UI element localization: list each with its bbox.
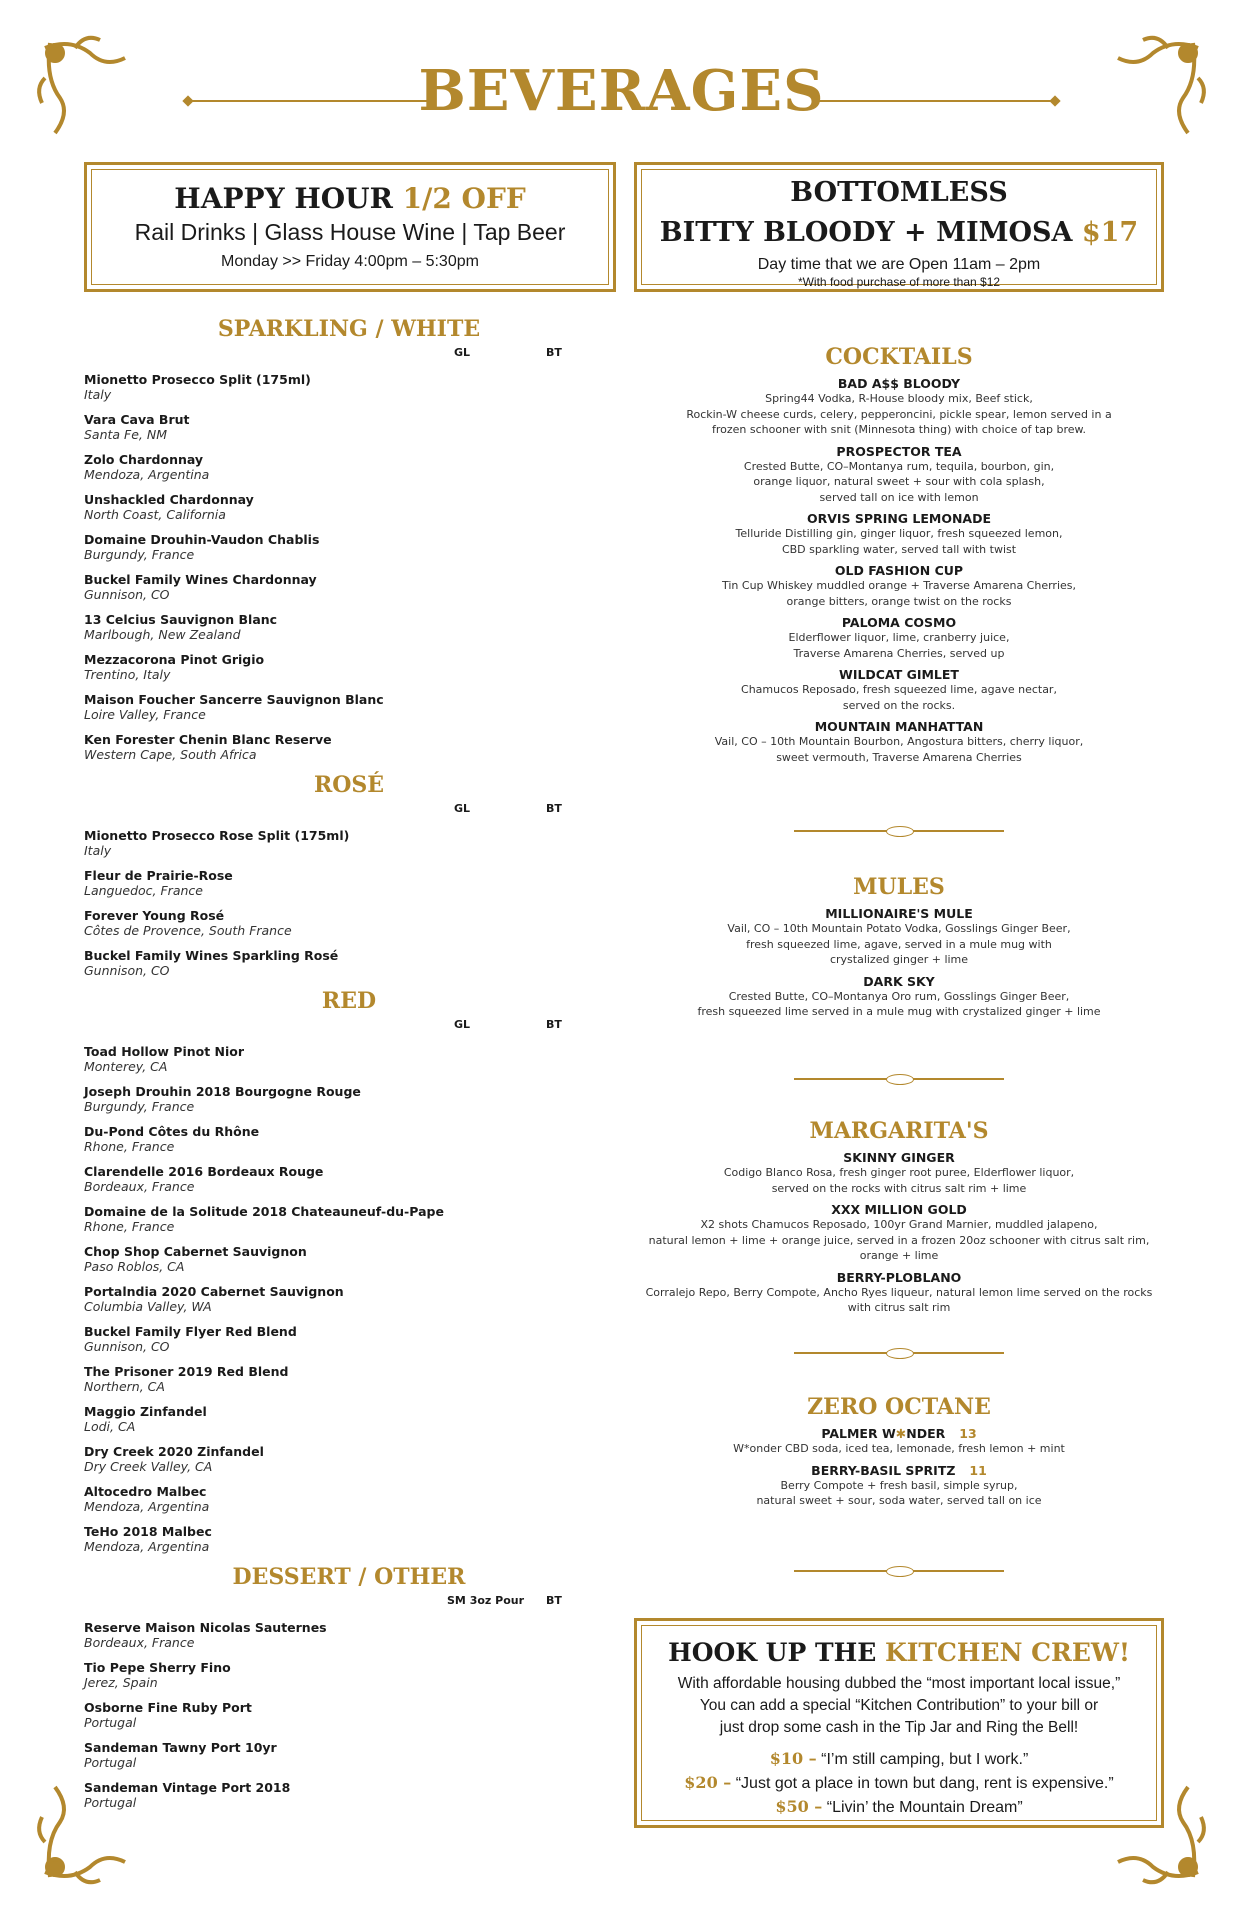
bottomless-title-line1: BOTTOMLESS [790,177,1008,208]
wine-origin: Monterey, CA [84,1059,168,1074]
bottomless-box [634,162,1164,292]
kitchen-crew-box [634,1618,1164,1828]
drink-description: Crested Butte, CO–Montanya Oro rum, Gosslings Ginger Beer, [728,989,1070,1003]
drink-name: SKINNY GINGER [843,1150,955,1165]
drink-description: Vail, CO – 10th Mountain Potato Vodka, Gosslings Ginger Beer, [727,922,1071,935]
drink-description: served tall on ice with lemon [819,490,979,504]
cocktails-heading: COCKTAILS [825,344,973,370]
drink-item [634,1270,1164,1316]
wine-item [84,1620,614,1650]
drink-name [634,1426,1164,1441]
wine-origin: Portugal [84,1795,137,1810]
wine-name: Maggio Zinfandel [84,1404,207,1419]
wine-item [84,948,614,978]
mules-list [634,906,1164,1020]
sparkling-section [84,316,614,762]
kitchen-crew-line: With affordable housing dubbed the “most important local issue,” [677,1675,1121,1692]
drink-description: Codigo Blanco Rosa, fresh ginger root puree, Elderflower liquor, [723,1166,1075,1179]
happy-hour-title [92,182,608,215]
drink-description: Telluride Distilling gin, ginger liquor, fresh squeezed lemon, [735,527,1063,540]
drink-item [634,1150,1164,1196]
zero-octane-item [634,1463,1164,1509]
drink-description: with citrus salt rim [847,1301,951,1314]
wine-origin: Rhone, France [84,1219,175,1234]
wine-origin: Lodi, CA [84,1419,136,1434]
wine-item [84,1700,614,1730]
tier-amount: $50 – [775,1797,823,1816]
happy-hour-items: Rail Drinks | Glass House Wine | Tap Beer [134,219,566,245]
column-header-bottle: BT [546,346,562,359]
happy-hour-box [84,162,616,292]
happy-hour-discount: 1/2 OFF [402,182,526,215]
wine-name: Mionetto Prosecco Split (175ml) [84,372,311,387]
wine-origin: Italy [84,843,112,858]
wine-item [84,828,614,858]
page-title: BEVERAGES [418,58,825,124]
divider-2 [634,1074,1164,1084]
wine-item [84,1284,614,1314]
wine-origin: Gunnison, CO [84,963,170,978]
kitchen-crew-title-b: KITCHEN CREW! [884,1638,1130,1667]
margaritas-heading: MARGARITA'S [809,1118,989,1144]
wine-item [84,908,614,938]
drink-description: natural lemon + lime + orange juice, served in a frozen 20oz schooner with citrus salt rim, [648,1233,1150,1247]
wine-origin: Italy [84,387,112,402]
wine-name: Fleur de Prairie-Rose [84,868,233,883]
drink-name: PROSPECTOR TEA [836,443,962,459]
wine-item [84,732,614,762]
wine-item [84,652,614,682]
wine-item [84,692,614,722]
wine-name: Joseph Drouhin 2018 Bourgogne Rouge [84,1084,361,1099]
wine-origin: Portugal [84,1755,137,1770]
wine-origin: Mendoza, Argentina [84,467,210,482]
wine-origin: Northern, CA [84,1379,165,1394]
wine-origin: Languedoc, France [84,883,203,898]
column-headers [84,802,614,820]
wine-origin: Bordeaux, France [84,1179,195,1194]
drink-description: natural sweet + sour, soda water, served tall on ice [756,1494,1042,1507]
margaritas-section [634,1118,1164,1316]
wine-origin: Bordeaux, France [84,1635,195,1650]
drink-name: BAD A$$ BLOODY [837,376,961,391]
wine-name: Du-Pond Côtes du Rhône [84,1124,260,1139]
drink-item [634,511,1164,557]
column-headers [84,1018,614,1036]
drink-name: MOUNTAIN MANHATTAN [814,719,984,734]
wine-name: Portalndia 2020 Cabernet Sauvignon [84,1284,344,1299]
wine-item [84,1660,614,1690]
column-header-bottle: BT [546,802,562,815]
wine-item [84,868,614,898]
cannabis-leaf-icon: ✱ [895,1426,907,1441]
drink-description: Elderflower liquor, lime, cranberry juice, [788,631,1010,644]
drink-description: served on the rocks. [842,698,956,712]
drink-description: Corralejo Repo, Berry Compote, Ancho Ryes liqueur, natural lemon lime served on the rocks [645,1285,1153,1299]
wine-item [84,1244,614,1274]
drink-item [634,376,1164,438]
drink-price: 11 [969,1462,987,1478]
wine-item [84,1484,614,1514]
wine-name: 13 Celcius Sauvignon Blanc [84,612,278,627]
drink-description: orange + lime [859,1249,939,1262]
margaritas-list [634,1150,1164,1316]
drink-name: PALOMA COSMO [841,615,957,630]
wine-item [84,1444,614,1474]
zero-octane-heading: ZERO OCTANE [807,1394,991,1420]
wine-name: Reserve Maison Nicolas Sauternes [84,1620,327,1635]
rose-section [84,772,614,978]
wine-item [84,1124,614,1154]
drink-name: WILDCAT GIMLET [839,667,959,682]
wine-name: Domaine Drouhin-Vaudon Chablis [84,532,320,547]
tier-amount: $20 – [684,1773,732,1792]
wine-item [84,612,614,642]
wine-sections [84,316,614,1810]
drink-name: MILLIONAIRE'S MULE [825,906,973,921]
happy-hour-schedule: Monday >> Friday 4:00pm – 5:30pm [221,253,479,270]
wine-name: Tio Pepe Sherry Fino [84,1660,231,1675]
wine-item [84,572,614,602]
wine-item [84,1324,614,1354]
wine-name: Buckel Family Wines Chardonnay [84,572,317,587]
drink-item [634,444,1164,506]
wine-name: Zolo Chardonnay [84,452,204,467]
drink-name: OLD FASHION CUP [834,563,964,578]
drink-description: X2 shots Chamucos Reposado, 100yr Grand Marnier, muddled jalapeno, [700,1218,1098,1231]
wine-item [84,1364,614,1394]
wine-name: Sandeman Vintage Port 2018 [84,1780,291,1795]
tier-text: “I’m still camping, but I work.” [816,1751,1029,1768]
wine-origin: Gunnison, CO [84,587,170,602]
divider-4 [634,1566,1164,1576]
mules-section [634,874,1164,1020]
ornamental-divider [794,1348,1004,1358]
berry-basil-name: BERRY-BASIL SPRITZ [811,1462,956,1478]
wine-item [84,1780,614,1810]
wine-origin: Marlbough, New Zealand [84,627,241,642]
wine-item [84,1404,614,1434]
wine-name: Clarendelle 2016 Bordeaux Rouge [84,1164,324,1179]
wine-name: TeHo 2018 Malbec [84,1524,212,1539]
wine-name: Dry Creek 2020 Zinfandel [84,1444,264,1459]
column-header-glass: SM 3oz Pour [447,1594,525,1607]
wine-name: Maison Foucher Sancerre Sauvignon Blanc [84,692,384,707]
bottomless-note: *With food purchase of more than $12 [797,275,1001,289]
wine-item [84,1044,614,1074]
ornamental-divider [794,1566,1004,1576]
drink-description: frozen schooner with snit (Minnesota thing) with choice of tap brew. [711,423,1086,436]
tier-text: “Livin’ the Mountain Dream” [822,1799,1023,1816]
drink-name: XXX MILLION GOLD [831,1202,967,1217]
drink-price: 13 [959,1426,977,1441]
wine-item [84,1164,614,1194]
wine-origin: Burgundy, France [84,1099,195,1114]
drink-description: served on the rocks with citrus salt rim + lime [771,1181,1027,1195]
wine-name: Mezzacorona Pinot Grigio [84,652,265,667]
tier-amount: $10 – [769,1749,817,1768]
wine-item [84,1524,614,1554]
kitchen-crew-paragraph [642,1673,1156,1739]
contribution-tier [642,1771,1156,1795]
drink-description: fresh squeezed lime served in a mule mug with crystalized ginger + lime [697,1005,1101,1018]
zero-octane-item [634,1426,1164,1457]
zero-octane-section [634,1394,1164,1509]
wine-origin: Mendoza, Argentina [84,1499,210,1514]
drink-description: Spring44 Vodka, R-House bloody mix, Beef stick, [765,392,1033,405]
drink-name: BERRY-PLOBLANO [836,1269,962,1285]
wine-item [84,372,614,402]
column-header-glass: GL [454,802,471,815]
wine-origin: Loire Valley, France [84,707,206,722]
kitchen-crew-line: You can add a special “Kitchen Contribution” to your bill or [699,1697,1099,1714]
drink-description: fresh squeezed lime, agave, served in a mule mug with [746,937,1052,951]
contribution-tier [642,1747,1156,1771]
wine-name: Osborne Fine Ruby Port [84,1700,252,1715]
drink-item [634,1202,1164,1264]
wine-origin: Santa Fe, NM [84,427,168,442]
drink-description: Traverse Amarena Cherries, served up [793,646,1005,660]
wine-origin: Dry Creek Valley, CA [84,1459,213,1474]
drink-description: Chamucos Reposado, fresh squeezed lime, agave nectar, [741,683,1057,696]
cocktails-section [634,344,1164,765]
divider-1 [634,826,1164,836]
wine-name: Domaine de la Solitude 2018 Chateauneuf-du-Pape [84,1204,444,1219]
ornamental-divider [794,826,1004,836]
wine-origin: Jerez, Spain [84,1675,158,1690]
wine-origin: Burgundy, France [84,547,195,562]
bottomless-hours: Day time that we are Open 11am – 2pm [757,256,1041,273]
wine-name: Vara Cava Brut [84,412,190,427]
wine-origin: North Coast, California [84,507,226,522]
kitchen-crew-line: just drop some cash in the Tip Jar and Ring the Bell! [719,1719,1079,1736]
wine-item [84,492,614,522]
kitchen-crew-title [642,1638,1156,1667]
drink-name: DARK SKY [863,973,935,989]
wine-origin: Rhone, France [84,1139,175,1154]
drink-description: W*onder CBD soda, iced tea, lemonade, fresh lemon + mint [733,1442,1065,1455]
wine-column [84,316,614,1810]
drink-description: orange bitters, orange twist on the rocks [786,594,1012,608]
kitchen-crew-title-a: HOOK UP THE [668,1638,885,1667]
wine-item [84,412,614,442]
drink-name: ORVIS SPRING LEMONADE [806,511,992,526]
drink-item [634,667,1164,713]
wine-item [84,532,614,562]
wine-item [84,1740,614,1770]
wine-name: Unshackled Chardonnay [84,492,254,507]
palmer-wonder-name-a: PALMER W [821,1426,896,1441]
drink-description: Vail, CO – 10th Mountain Bourbon, Angostura bitters, cherry liquor, [714,735,1084,748]
tier-text: “Just got a place in town but dang, rent is expensive.” [731,1775,1114,1792]
column-header-glass: GL [454,1018,471,1031]
column-header-bottle: BT [546,1018,562,1031]
section-heading: RED [321,988,377,1014]
palmer-wonder-name-b: NDER [906,1426,946,1441]
divider-3 [634,1348,1164,1358]
drink-description: CBD sparkling water, served tall with twist [781,542,1017,556]
contribution-tiers [642,1747,1156,1819]
wine-name: Mionetto Prosecco Rose Split (175ml) [84,828,350,843]
drink-item [634,563,1164,609]
wine-origin: Portugal [84,1715,137,1730]
drink-item [634,615,1164,661]
drink-item [634,719,1164,765]
drink-name [634,1463,1164,1478]
bottomless-title-line2 [642,216,1156,250]
contribution-tier [642,1795,1156,1819]
section-heading: ROSÉ [313,772,385,798]
dessert-section [84,1564,614,1810]
bottomless-price: $17 [1081,217,1139,248]
wine-name: Chop Shop Cabernet Sauvignon [84,1244,307,1259]
column-headers [84,1594,614,1612]
wine-item [84,1084,614,1114]
mules-heading: MULES [853,874,945,900]
wine-origin: Côtes de Provence, South France [84,923,292,938]
title-wrap [0,58,1243,124]
wine-origin: Mendoza, Argentina [84,1539,210,1554]
drink-item [634,974,1164,1020]
red-section [84,988,614,1554]
wine-name: Ken Forester Chenin Blanc Reserve [84,732,332,747]
drink-item [634,906,1164,968]
column-headers [84,346,614,364]
ornamental-divider [794,1074,1004,1084]
wine-origin: Trentino, Italy [84,667,171,682]
wine-item [84,1204,614,1234]
wine-item [84,452,614,482]
drink-description: orange liquor, natural sweet + sour with cola splash, [753,475,1045,488]
bottomless-drinks: BITTY BLOODY + MIMOSA [659,217,1082,248]
wine-name: Altocedro Malbec [84,1484,207,1499]
happy-hour-title-prefix: HAPPY HOUR [174,182,403,215]
wine-origin: Western Cape, South Africa [84,747,257,762]
section-heading: DESSERT / OTHER [232,1564,466,1590]
drink-description: crystalized ginger + lime [829,953,969,966]
wine-origin: Paso Roblos, CA [84,1259,185,1274]
drink-description: Tin Cup Whiskey muddled orange + Traverse Amarena Cherries, [721,579,1077,592]
wine-name: Buckel Family Flyer Red Blend [84,1324,297,1339]
wine-name: Buckel Family Wines Sparkling Rosé [84,948,339,963]
wine-name: Forever Young Rosé [84,908,225,923]
drink-description: Rockin-W cheese curds, celery, pepperoncini, pickle spear, lemon served in a [686,407,1112,421]
wine-name: Toad Hollow Pinot Nior [84,1044,245,1059]
wine-origin: Columbia Valley, WA [84,1299,212,1314]
drink-description: Berry Compote + fresh basil, simple syrup, [780,1478,1018,1492]
drink-description: sweet vermouth, Traverse Amarena Cherries [776,750,1022,764]
column-header-bottle: BT [546,1594,562,1607]
wine-name: Sandeman Tawny Port 10yr [84,1740,277,1755]
cocktail-list [634,376,1164,765]
section-heading: SPARKLING / WHITE [217,316,481,342]
column-header-glass: GL [454,346,471,359]
drink-description: Crested Butte, CO–Montanya rum, tequila, bourbon, gin, [743,459,1055,473]
wine-origin: Gunnison, CO [84,1339,170,1354]
wine-name: The Prisoner 2019 Red Blend [84,1364,289,1379]
